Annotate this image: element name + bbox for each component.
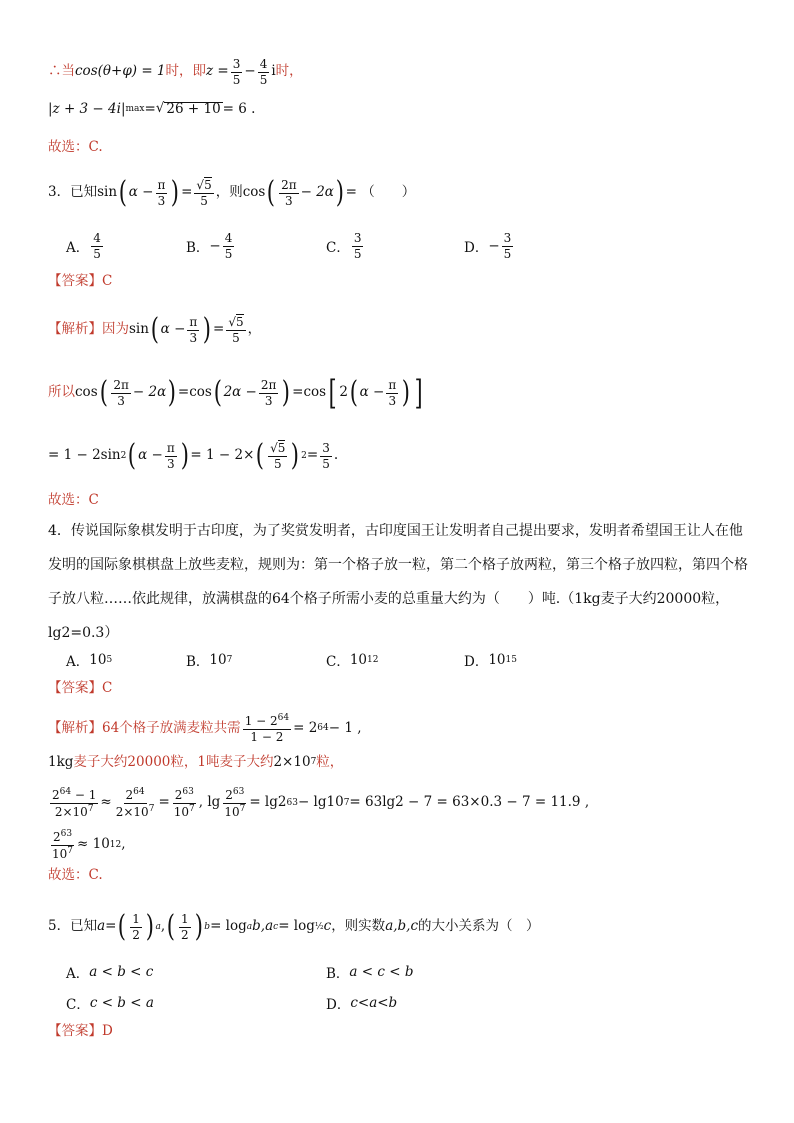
text: 3．已知 bbox=[48, 184, 98, 201]
q5-answer: 【答案】 D bbox=[48, 1023, 113, 1039]
q3-option-a: A． $\frac{4}{5}$ bbox=[66, 231, 101, 261]
q5-stem: 5．已知 a = ( $\frac{1}{2}$ ) a , ( $\frac{1}{2}$ ) b = log a b, a c = log ½ c ，则实数 a,b,c 的大小关系为（ ） bbox=[48, 909, 540, 944]
formula: − 2α bbox=[300, 184, 334, 201]
fraction: $\frac{3}{5}$ bbox=[232, 57, 241, 87]
q4-option-d: D． 10 15 bbox=[464, 652, 517, 670]
equals: = bbox=[144, 100, 156, 117]
sqrt: √ 26 + 10 bbox=[155, 100, 221, 117]
fraction: $\frac{2\pi}{3}$ bbox=[281, 177, 297, 208]
q4-choice: 故选：C. bbox=[48, 867, 103, 883]
func: sin bbox=[97, 184, 118, 201]
q4-answer: 【答案】 C bbox=[48, 680, 113, 696]
q3-option-d: D． − $\frac{3}{5}$ bbox=[464, 231, 512, 261]
q4-analysis-4: $\frac{2^{63}}{10^7}$ ≈ 10 12 , bbox=[52, 829, 126, 861]
text: ，则 bbox=[215, 184, 243, 201]
choice-line: 故选：C. bbox=[48, 139, 103, 155]
q5-option-b: B． a < c < b bbox=[326, 964, 414, 982]
q3-option-c: C． $\frac{3}{5}$ bbox=[326, 231, 362, 261]
fraction: $\frac{√5}{5}$ bbox=[196, 177, 212, 208]
formula: |z + 3 − 4i| bbox=[48, 100, 126, 117]
q3-analysis-3: = 1 − 2sin 2 ( α − $\frac{\pi}{3}$ ) = 1 − 2× ( $\frac{√5}{5}$ ) 2 = $\frac{3}{5}$ . bbox=[48, 438, 339, 473]
q3-option-b: B． − $\frac{4}{5}$ bbox=[186, 231, 233, 261]
q5-option-a: A． a < b < c bbox=[66, 964, 154, 982]
q4-option-c: C． 10 12 bbox=[326, 652, 379, 670]
q4-analysis-3: $\frac{2^{64} - 1}{2\times 10^7}$ ≈ $\frac{2^{64}}{2\times 10^7}$ = $\frac{2^{63}}{10^7}$ , lg $\frac{2^{63}}{10^7}$ = lg2 63 − lg10 7 = 63lg2 − 7 = 63×0.3 − 7 = 11.9 , bbox=[52, 787, 590, 819]
line-max-modulus bbox=[48, 102, 255, 117]
text: = 6 . bbox=[222, 100, 256, 117]
text: = （ ） bbox=[345, 184, 416, 201]
q4-stem: 4．传说国际象棋发明于古印度，为了奖赏发明者，古印度国王让发明者自己提出要求，发明者希望国王让人在他发明的国际象棋棋盘上放些麦粒，规则为：第一个格子放一粒，第二个格子放两粒，第三个格子放四粒，第四个格子放八粒……依此规律，放满棋盘的64个格子所需小麦的总重量大约为（ ）吨.（1kg麦子大约20000粒，lg2=0.3） bbox=[48, 523, 748, 641]
q4-option-a: A． 10 5 bbox=[66, 652, 113, 670]
formula: α − bbox=[128, 184, 154, 201]
q4-analysis-2: 1kg 麦子大约20000粒，1吨麦子大约 2×10 7 粒， bbox=[48, 754, 344, 770]
text: ∴当 bbox=[48, 63, 75, 80]
fraction: $\frac{\pi}{3}$ bbox=[157, 177, 166, 208]
func: cos bbox=[242, 184, 266, 201]
formula: z = bbox=[206, 63, 229, 80]
subscript: max bbox=[125, 103, 145, 114]
line-cos-condition bbox=[48, 58, 303, 86]
text: 时，即 bbox=[165, 63, 207, 80]
q3-analysis-2: 所以 cos ( $\frac{2\pi}{3}$ − 2α ) = cos ( 2α − $\frac{2\pi}{3}$ ) = cos [ 2 ( α − $\frac{\pi}{3}$ ) ] bbox=[48, 373, 423, 413]
equals: = bbox=[181, 184, 193, 201]
q3-analysis-1: 【解析】 因为 sin ( α − $\frac{\pi}{3}$ ) = $\frac{√5}{5}$ ， bbox=[48, 312, 262, 347]
q3-choice: 故选：C bbox=[48, 492, 99, 508]
fraction: $\frac{4}{5}$ bbox=[259, 57, 268, 87]
q3-stem: 3．已知 sin ( α − $\frac{\pi}{3}$ ) = $\frac{√5}{5}$ ，则 cos ( $\frac{2\pi}{3}$ − 2α ) = （ ） bbox=[48, 175, 416, 210]
q5-option-d: D． c<a<b bbox=[326, 995, 398, 1013]
q5-option-c: C． c < b < a bbox=[66, 995, 154, 1013]
text: 时， bbox=[275, 63, 303, 80]
q4-option-b: B． 10 7 bbox=[186, 652, 233, 670]
q3-answer: 【答案】 C bbox=[48, 273, 113, 289]
minus: − bbox=[244, 63, 256, 80]
q4-analysis-1: 【解析】 64个格子放满麦粒共需 $\frac{1 - 2^{64}}{1 - 2}$ = 2 64 − 1 , bbox=[48, 713, 362, 744]
formula: cos(θ+φ) = 1 bbox=[75, 63, 166, 80]
imag-unit: i bbox=[271, 63, 276, 80]
